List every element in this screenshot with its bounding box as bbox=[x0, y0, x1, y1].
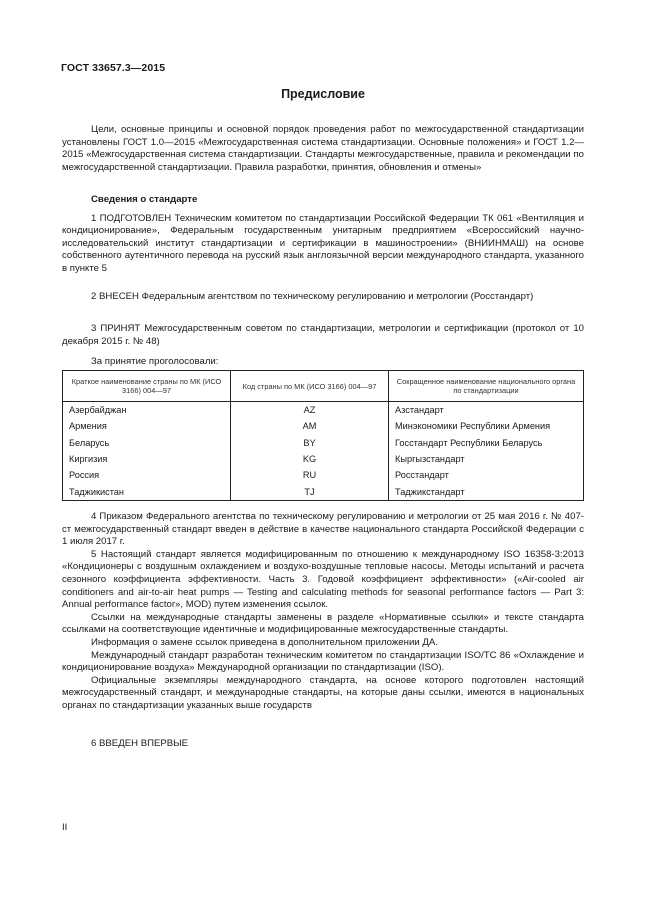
item-4: 4 Приказом Федерального агентства по техническому регулированию и метрологии от 25 мая 2016 г. № 407-ст межгосударственный стандарт введен в действие в качестве национального стандарта Российской Федерации с 1 июля 2017 г. bbox=[62, 511, 584, 548]
item-6: 6 ВВЕДЕН ВПЕРВЫЕ bbox=[91, 738, 189, 749]
cell-country: Таджикистан bbox=[63, 483, 231, 500]
item-2-block bbox=[62, 291, 584, 304]
standard-code: ГОСТ 33657.3—2015 bbox=[61, 62, 166, 74]
table-row bbox=[63, 435, 584, 451]
item-2: 2 ВНЕСЕН Федеральным агентством по техническому регулированию и метрологии (Росстандарт) bbox=[91, 291, 534, 302]
cell-body: Минэкономики Республики Армения bbox=[389, 418, 584, 434]
items-continued bbox=[62, 511, 584, 713]
cell-country: Киргизия bbox=[63, 451, 231, 467]
voted-label: За принятие проголосовали: bbox=[91, 356, 219, 367]
table-row bbox=[63, 451, 584, 467]
developer-paragraph: Международный стандарт разработан техническим комитетом по стандартизации ISO/TC 86 «Охлаждение и кондиционирование воздуха» Международной организации по стандартизации (ISO). bbox=[62, 649, 584, 674]
intro-paragraph: Цели, основные принципы и основной порядок проведения работ по межгосударственной стандартизации установлены ГОСТ 1.0—2015 «Межгосударственная система стандартизации. Основные положения» и ГОСТ 1.2—2015 «Межгосударственная система стандартизации. Стандарты межгосударственные, правила и рекомендации по межгосударственной стандартизации. Правила разработки, принятия, обновления и отмены» bbox=[62, 124, 584, 173]
table-row bbox=[63, 483, 584, 500]
item-5: 5 Настоящий стандарт является модифицированным по отношению к международному ISO 16358-3:2013 «Кондиционеры с воздушным охлаждением и воздухо-воздушные тепловые насосы. Методы испытаний и расчета сезонного коэффициента эффективности. Часть 3. Годовой коэффициент эффективности» («Air-cooled air conditioners and air-to-air heat pumps — Testing and calculating methods for seasonal performance factors — Part 3: Annual performance factor», MOD) путем изменения ссылок. bbox=[62, 548, 584, 611]
cell-code: TJ bbox=[231, 483, 389, 500]
info-section bbox=[62, 194, 584, 276]
col-header-country: Краткое наименование страны по МК (ИСО 3166) 004—97 bbox=[63, 371, 231, 402]
table-row bbox=[63, 402, 584, 419]
cell-code: BY bbox=[231, 435, 389, 451]
item-3: 3 ПРИНЯТ Межгосударственным советом по стандартизации, метрологии и сертификации (протокол от 10 декабря 2015 г. № 48) bbox=[62, 323, 584, 347]
cell-code: AZ bbox=[231, 402, 389, 419]
table-header-row bbox=[63, 371, 584, 402]
intro-block bbox=[62, 124, 584, 174]
table-row bbox=[63, 467, 584, 483]
cell-code: AM bbox=[231, 418, 389, 434]
item-1: 1 ПОДГОТОВЛЕН Техническим комитетом по стандартизации Российской Федерации ТК 061 «Вентиляция и кондиционирование», Федеральным государственным унитарным предприятием «Всероссийский научно-исследовательский институт стандартизации и сертификации в машиностроении» (ВНИИНМАШ) на основе собственного аутентичного перевода на русский язык англоязычной версии международного стандарта, указанного в пункте 5 bbox=[62, 212, 584, 274]
refs-paragraph: Ссылки на международные стандарты заменены в разделе «Нормативные ссылки» и тексте стандарта ссылками на соответствующие идентичные и модифицированные межгосударственные стандарты. bbox=[62, 611, 584, 636]
cell-country: Беларусь bbox=[63, 435, 231, 451]
cell-country: Азербайджан bbox=[63, 402, 231, 419]
item-3-block bbox=[62, 323, 584, 348]
cell-body: Кыргызстандарт bbox=[389, 451, 584, 467]
page-title: Предисловие bbox=[281, 87, 365, 101]
col-header-code: Код страны по МК (ИСО 3166) 004—97 bbox=[231, 371, 389, 402]
page-number: II bbox=[62, 822, 68, 833]
cell-country: Россия bbox=[63, 467, 231, 483]
col-header-body: Сокращенное наименование национального органа по стандартизации bbox=[389, 371, 584, 402]
cell-code: RU bbox=[231, 467, 389, 483]
cell-body: Азстандарт bbox=[389, 402, 584, 419]
cell-body: Росстандарт bbox=[389, 467, 584, 483]
cell-body: Таджикстандарт bbox=[389, 483, 584, 500]
cell-code: KG bbox=[231, 451, 389, 467]
table-row bbox=[63, 418, 584, 434]
cell-country: Армения bbox=[63, 418, 231, 434]
voting-table bbox=[62, 370, 584, 501]
cell-body: Госстандарт Республики Беларусь bbox=[389, 435, 584, 451]
copies-paragraph: Официальные экземпляры международного стандарта, на основе которого подготовлен настоящий межгосударственный стандарт, и международные стандарты, на которые даны ссылки, имеются в национальных органах по стандартизации указанных выше государств bbox=[62, 674, 584, 711]
info-annex-paragraph: Информация о замене ссылок приведена в дополнительном приложении ДА. bbox=[91, 636, 438, 648]
info-heading: Сведения о стандарте bbox=[91, 194, 198, 205]
